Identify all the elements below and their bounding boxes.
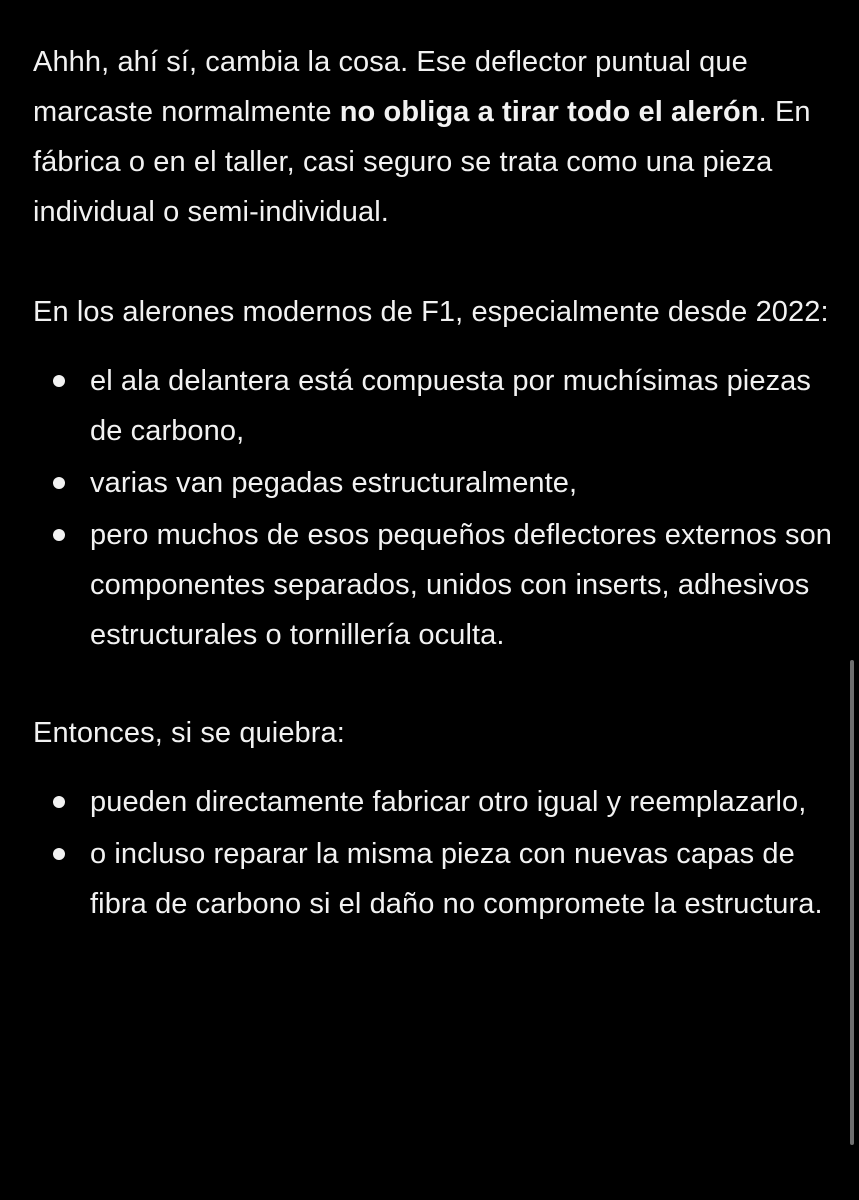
list-item-text: varias van pegadas estructuralmente, [90,467,578,499]
chat-message [33,37,833,931]
list-item [33,829,833,929]
intro-bold-text: no obliga a tirar todo el alerón [339,96,759,128]
bullet-icon [53,796,65,808]
consequence-paragraph: Entonces, si se quiebra: [33,717,345,749]
intro-paragraph [33,37,833,237]
intro-text-end: . En fábrica o en el taller, casi seguro se trata como una pieza individual o semi-individual. [33,96,811,228]
intro-text: Ahhh, ahí sí, cambia la cosa. Ese deflector puntual que marcaste normalmente [33,46,748,128]
list-item [33,777,833,827]
list-item [33,356,833,456]
context-list [33,356,833,660]
list-item [33,458,833,508]
list-item [33,510,833,660]
bullet-icon [53,477,65,489]
context-paragraph: En los alerones modernos de F1, especialmente desde 2022: [33,296,829,328]
consequence-list [33,777,833,929]
bullet-icon [53,375,65,387]
bullet-icon [53,529,65,541]
list-item-text: o incluso reparar la misma pieza con nuevas capas de fibra de carbono si el daño no compromete la estructura. [90,838,823,920]
scrollbar-thumb[interactable] [850,660,854,1145]
list-item-text: pero muchos de esos pequeños deflectores externos son componentes separados, unidos con inserts, adhesivos estructurales o tornillería oculta. [90,519,833,651]
list-item-text: pueden directamente fabricar otro igual y reemplazarlo, [90,786,807,818]
list-item-text: el ala delantera está compuesta por muchísimas piezas de carbono, [90,365,812,447]
bullet-icon [53,848,65,860]
